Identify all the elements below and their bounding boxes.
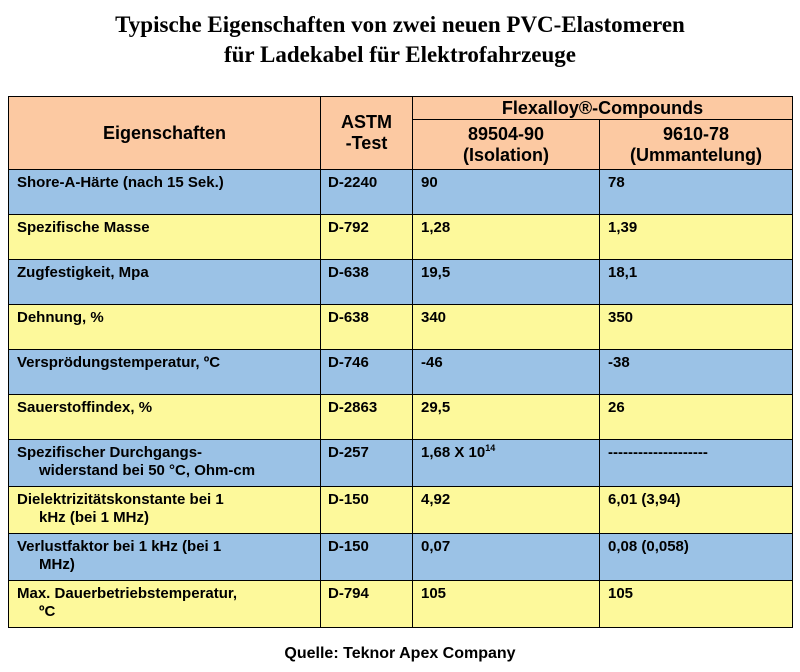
row-astm: D-2863 <box>321 395 413 440</box>
row-value-1: 29,5 <box>413 395 600 440</box>
document-title <box>0 10 800 70</box>
row-value-2: 0,08 (0,058) <box>600 534 793 581</box>
row-property: Verlustfaktor bei 1 kHz (bei 1 MHz) <box>9 534 321 581</box>
header-astm: ASTM -Test <box>321 97 413 170</box>
row-property: Zugfestigkeit, Mpa <box>9 260 321 305</box>
row-astm: D-794 <box>321 581 413 628</box>
row-property: Dehnung, % <box>9 305 321 350</box>
row-value-1: 4,92 <box>413 487 600 534</box>
table-row <box>9 487 793 534</box>
row-astm: D-150 <box>321 534 413 581</box>
row-value-2: -------------------- <box>600 440 793 487</box>
table-row <box>9 215 793 260</box>
row-property: Max. Dauerbetriebstemperatur, ºC <box>9 581 321 628</box>
table-row <box>9 305 793 350</box>
row-value-2: 26 <box>600 395 793 440</box>
row-value-2: -38 <box>600 350 793 395</box>
table-row <box>9 581 793 628</box>
properties-table <box>8 96 793 628</box>
title-line-1: Typische Eigenschaften von zwei neuen PVC-Elastomeren <box>115 12 685 37</box>
table-row <box>9 350 793 395</box>
table-row <box>9 170 793 215</box>
row-astm: D-746 <box>321 350 413 395</box>
row-value-2: 1,39 <box>600 215 793 260</box>
row-value-1: 0,07 <box>413 534 600 581</box>
row-value-1: -46 <box>413 350 600 395</box>
row-value-1: 340 <box>413 305 600 350</box>
row-value-2: 350 <box>600 305 793 350</box>
row-property: Versprödungstemperatur, ºC <box>9 350 321 395</box>
row-astm: D-638 <box>321 305 413 350</box>
table-row <box>9 534 793 581</box>
exponent: 14 <box>485 443 496 453</box>
table-row <box>9 260 793 305</box>
row-value-1: 19,5 <box>413 260 600 305</box>
row-astm: D-257 <box>321 440 413 487</box>
row-value-2: 18,1 <box>600 260 793 305</box>
row-property: Dielektrizitätskonstante bei 1 kHz (bei 1 MHz) <box>9 487 321 534</box>
row-value-1: 1,28 <box>413 215 600 260</box>
header-property: Eigenschaften <box>9 97 321 170</box>
source-caption: Quelle: Teknor Apex Company <box>284 645 516 662</box>
row-astm: D-638 <box>321 260 413 305</box>
header-col-isolation: 89504-90 (Isolation) <box>413 120 600 170</box>
row-property: Shore-A-Härte (nach 15 Sek.) <box>9 170 321 215</box>
row-value-2: 78 <box>600 170 793 215</box>
row-property: Spezifische Masse <box>9 215 321 260</box>
title-line-2: für Ladekabel für Elektrofahrzeuge <box>223 42 577 67</box>
row-property: Spezifischer Durchgangs- widerstand bei 50 °C, Ohm-cm <box>9 440 321 487</box>
row-astm: D-150 <box>321 487 413 534</box>
table-row <box>9 440 793 487</box>
row-value-2: 105 <box>600 581 793 628</box>
header-col-ummantelung: 9610-78 (Ummantelung) <box>600 120 793 170</box>
row-astm: D-2240 <box>321 170 413 215</box>
row-value-2: 6,01 (3,94) <box>600 487 793 534</box>
row-property: Sauerstoffindex, % <box>9 395 321 440</box>
row-value-1: 90 <box>413 170 600 215</box>
row-value-1: 105 <box>413 581 600 628</box>
header-compound-group: Flexalloy®-Compounds <box>413 97 793 120</box>
row-value-1: 1,68 X $10^{14}$ <box>413 440 600 487</box>
row-astm: D-792 <box>321 215 413 260</box>
table-row <box>9 395 793 440</box>
